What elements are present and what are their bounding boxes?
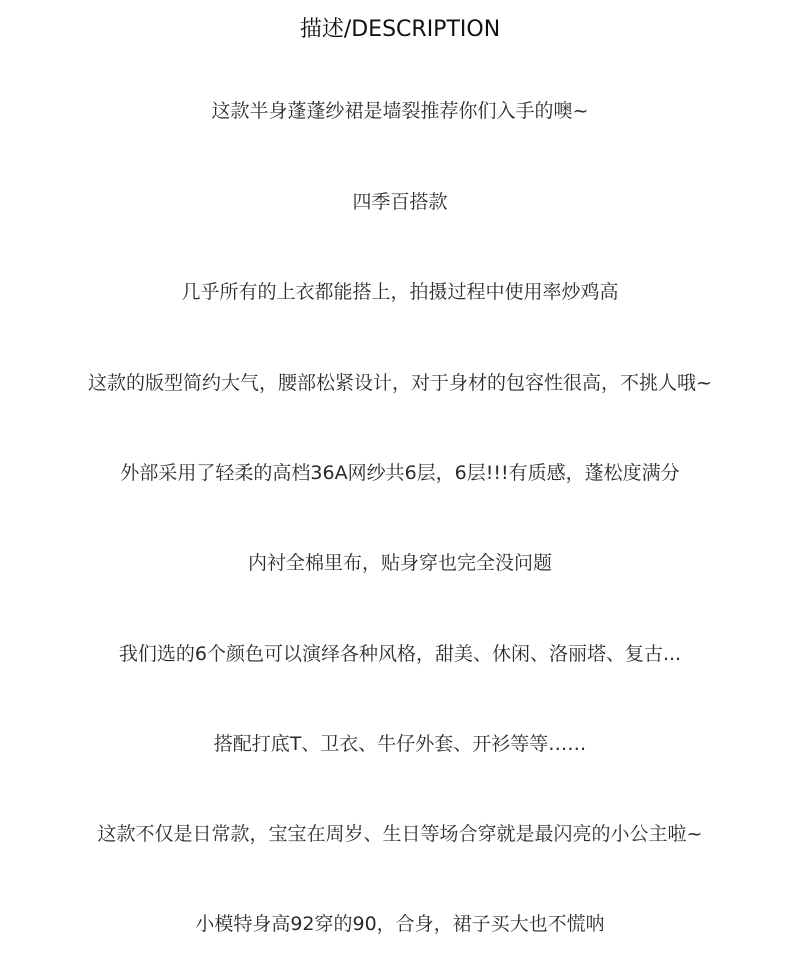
description-line: 这款半身蓬蓬纱裙是墙裂推荐你们入手的噢~ bbox=[211, 100, 589, 122]
section-title: 描述/DESCRIPTION bbox=[299, 17, 501, 42]
description-line: 几乎所有的上衣都能搭上，拍摄过程中使用率炒鸡高 bbox=[181, 281, 619, 303]
description-line: 搭配打底T、卫衣、牛仔外套、开衫等等…… bbox=[213, 733, 587, 755]
description-line: 这款不仅是日常款，宝宝在周岁、生日等场合穿就是最闪亮的小公主啦~ bbox=[97, 823, 703, 845]
description-line: 外部采用了轻柔的高档36A网纱共6层，6层!!!有质感，蓬松度满分 bbox=[120, 462, 680, 484]
description-line: 这款的版型简约大气，腰部松紧设计，对于身材的包容性很高，不挑人哦~ bbox=[88, 372, 712, 394]
description-line: 小模特身高92穿的90，合身，裙子买大也不慌呐 bbox=[195, 913, 605, 935]
description-line: 内衬全棉里布，贴身穿也完全没问题 bbox=[247, 552, 552, 574]
description-line: 我们选的6个颜色可以演绎各种风格，甜美、休闲、洛丽塔、复古... bbox=[118, 643, 682, 665]
description-line: 四季百搭款 bbox=[352, 191, 448, 213]
